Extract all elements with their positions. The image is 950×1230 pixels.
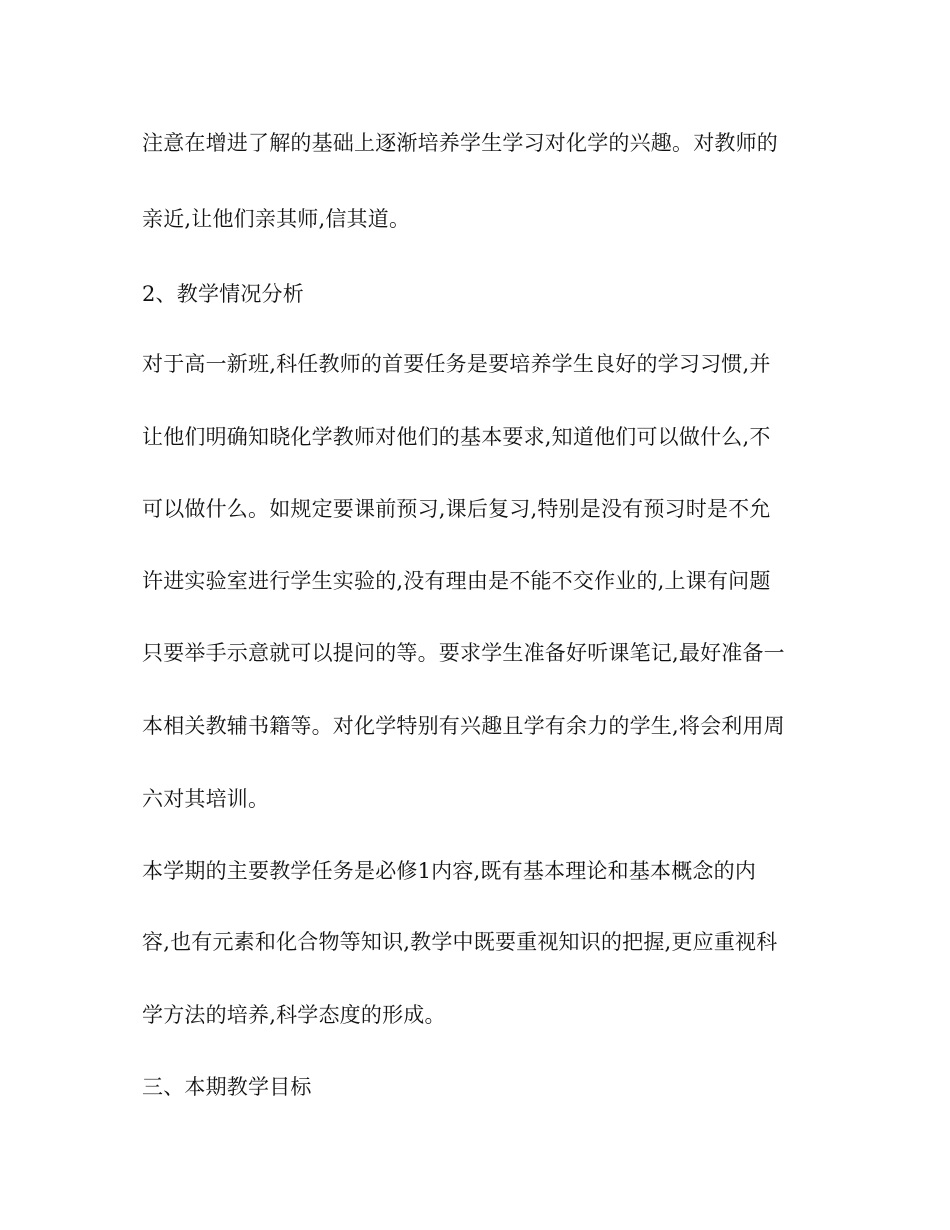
text-line: 可以做什么。如规定要课前预习,课后复习,特别是没有预习时是不允: [142, 497, 771, 521]
text-line: 亲近,让他们亲其师,信其道。: [142, 207, 411, 231]
text-line: 本相关教辅书籍等。对化学特别有兴趣且学有余力的学生,将会利用周: [142, 714, 785, 738]
text-line: 学方法的培养,科学态度的形成。: [142, 1003, 446, 1027]
text-line: 许进实验室进行学生实验的,没有理由是不能不交作业的,上课有问题: [142, 569, 771, 593]
text-line: 注意在增进了解的基础上逐渐培养学生学习对化学的兴趣。对教师的: [142, 131, 778, 155]
section-heading: 三、本期教学目标: [142, 1075, 312, 1099]
text-line: 本学期的主要教学任务是必修1内容,既有基本理论和基本概念的内: [142, 859, 757, 883]
text-line: 让他们明确知晓化学教师对他们的基本要求,知道他们可以做什么,不: [142, 425, 771, 449]
text-line: 对于高一新班,科任教师的首要任务是要培养学生良好的学习习惯,并: [142, 352, 771, 376]
text-line: 容,也有元素和化合物等知识,教学中既要重视知识的把握,更应重视科: [142, 930, 778, 954]
text-line: 六对其培训。: [142, 787, 270, 811]
text-line: 只要举手示意就可以提问的等。要求学生准备好听课笔记,最好准备一: [142, 641, 785, 665]
section-heading: 2、教学情况分析: [142, 282, 304, 306]
